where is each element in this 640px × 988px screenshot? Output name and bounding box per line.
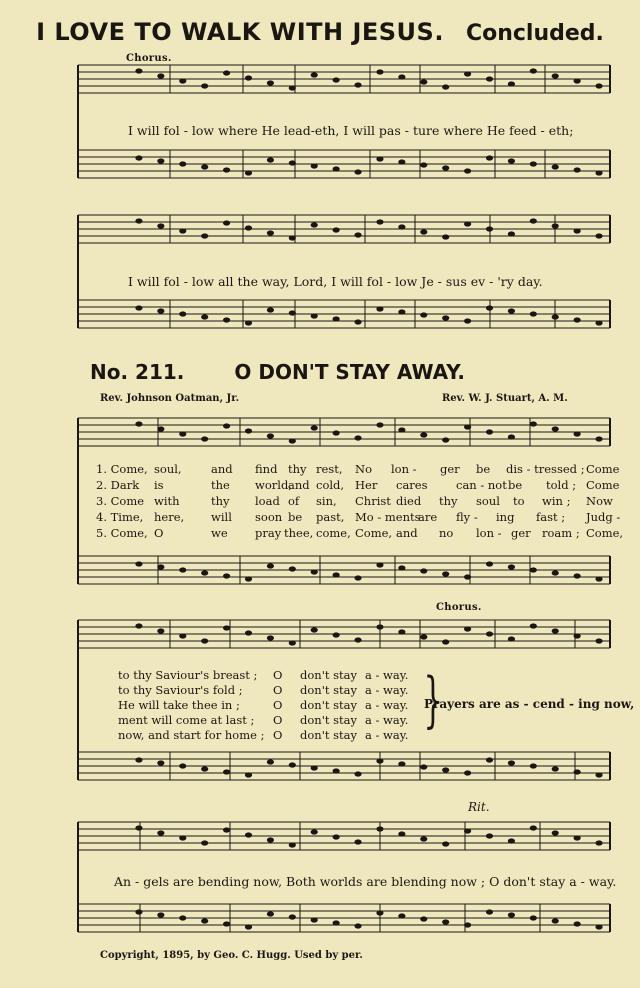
verse-word: of: [288, 494, 300, 508]
verse-word: ger: [440, 462, 460, 476]
hymn-subtitle: Concluded.: [465, 21, 604, 46]
verse-word: ing: [496, 510, 515, 524]
verse-word: Her: [355, 478, 378, 492]
refrain-word: O: [273, 713, 283, 727]
verse-word: win ;: [542, 494, 571, 508]
refrain-word: O: [273, 728, 283, 742]
verse-word: fast ;: [536, 510, 566, 524]
verse-word: Christ: [355, 494, 391, 508]
hymn-header: [90, 360, 465, 384]
refrain-word: O: [273, 668, 283, 682]
verse-word: died: [396, 494, 422, 508]
verse-word: fly -: [456, 510, 478, 524]
verse-word: with: [154, 494, 180, 508]
hymn-number: No. 211.: [90, 360, 185, 384]
verse-line: [96, 510, 621, 525]
verse-word: told ;: [546, 478, 577, 492]
refrain-word: to thy Saviour's fold ;: [118, 683, 243, 697]
verse-word: 2. Dark: [96, 478, 140, 492]
verse-word: Mo - ments: [355, 510, 421, 524]
verse-word: O: [154, 526, 164, 540]
refrain-word: He will take thee in ;: [118, 698, 240, 712]
verse-word: world,: [255, 478, 292, 492]
verse-line: [96, 478, 620, 493]
chorus-label-1: Chorus.: [126, 53, 172, 64]
refrain-word: now, and start for home ;: [118, 728, 265, 742]
verse-word: and: [288, 478, 310, 492]
composer-credit: Rev. W. J. Stuart, A. M.: [442, 393, 568, 404]
refrain-word: a - way.: [365, 668, 409, 682]
verse-word: will: [211, 510, 232, 524]
verse-word: 4. Time,: [96, 510, 144, 524]
verse-word: thy: [439, 494, 458, 508]
chorus-label-2: Chorus.: [436, 602, 482, 613]
verse-word: come,: [316, 526, 351, 540]
chorus-lyric-a: Prayers are as - cend - ing now,: [424, 697, 635, 711]
refrain-word: don't stay: [300, 683, 358, 697]
verse-word: No: [355, 462, 372, 476]
verse-word: soul,: [154, 462, 182, 476]
verse-word: rest,: [316, 462, 343, 476]
verse-word: cares: [396, 478, 428, 492]
copyright-notice: Copyright, 1895, by Geo. C. Hugg. Used by per.: [100, 950, 363, 961]
verse-word: Come: [586, 462, 620, 476]
verse-word: be: [508, 478, 523, 492]
ritardando-mark: Rit.: [468, 800, 490, 814]
author-credit: Rev. Johnson Oatman, Jr.: [100, 393, 240, 404]
verse-word: the: [211, 478, 230, 492]
verse-word: 5. Come,: [96, 526, 148, 540]
verse-line: [96, 526, 624, 541]
verse-word: roam ;: [542, 526, 580, 540]
refrain-word: don't stay: [300, 668, 358, 682]
verse-word: thy: [288, 462, 307, 476]
refrain-word: a - way.: [365, 713, 409, 727]
verse-word: are: [418, 510, 438, 524]
verse-word: lon -: [476, 526, 502, 540]
verse-line: [96, 462, 620, 477]
verse-word: find: [255, 462, 278, 476]
refrain-word: a - way.: [365, 728, 409, 742]
verse-word: can - not: [456, 478, 507, 492]
lyrics-line-2: I will fol - low all the way, Lord, I will fol - low Je - sus ev - 'ry day.: [128, 274, 543, 289]
verse-word: here,: [154, 510, 185, 524]
refrain-word: O: [273, 683, 283, 697]
verse-word: thee,: [284, 526, 314, 540]
verse-word: pray: [255, 526, 282, 540]
verse-word: lon -: [391, 462, 417, 476]
verse-word: soul: [476, 494, 500, 508]
verse-word: past,: [316, 510, 345, 524]
refrain-word: to thy Saviour's breast ;: [118, 668, 258, 682]
refrain-word: a - way.: [365, 683, 409, 697]
verse-word: 3. Come: [96, 494, 145, 508]
hymn-name: O DON'T STAY AWAY.: [234, 360, 466, 384]
verse-word: soon: [255, 510, 283, 524]
refrain-word: a - way.: [365, 698, 409, 712]
verse-word: we: [211, 526, 228, 540]
verse-word: and: [396, 526, 418, 540]
lyrics-line-1: I will fol - low where He lead-eth, I will pas - ture where He feed - eth;: [128, 123, 574, 138]
verse-word: Now: [586, 494, 613, 508]
refrain-word: don't stay: [300, 728, 358, 742]
verse-line: [96, 494, 611, 509]
verse-word: Judg -: [586, 510, 621, 524]
verse-word: 1. Come,: [96, 462, 148, 476]
verse-word: to: [513, 494, 525, 508]
refrain-word: ment will come at last ;: [118, 713, 255, 727]
refrain-word: don't stay: [300, 713, 358, 727]
refrain-word: O: [273, 698, 283, 712]
verse-word: Come,: [586, 526, 624, 540]
verse-word: Come: [586, 478, 620, 492]
verse-word: thy: [211, 494, 230, 508]
verse-word: no: [439, 526, 454, 540]
refrain-word: don't stay: [300, 698, 358, 712]
verse-word: ger: [511, 526, 531, 540]
chorus-lyric-b: An - gels are bending now, Both worlds are blending now ; O don't stay a - way.: [114, 874, 617, 889]
verse-word: load: [255, 494, 280, 508]
verse-word: Come,: [355, 526, 393, 540]
verse-word: be: [288, 510, 303, 524]
verse-word: and: [211, 462, 233, 476]
refrain-brace: }: [423, 665, 443, 735]
verse-word: sin,: [316, 494, 337, 508]
verse-word: cold,: [316, 478, 345, 492]
verse-word: dis - tressed ;: [506, 462, 585, 476]
hymn-title: I LOVE TO WALK WITH JESUS.: [36, 18, 444, 46]
verse-word: be: [476, 462, 491, 476]
verse-word: is: [154, 478, 164, 492]
